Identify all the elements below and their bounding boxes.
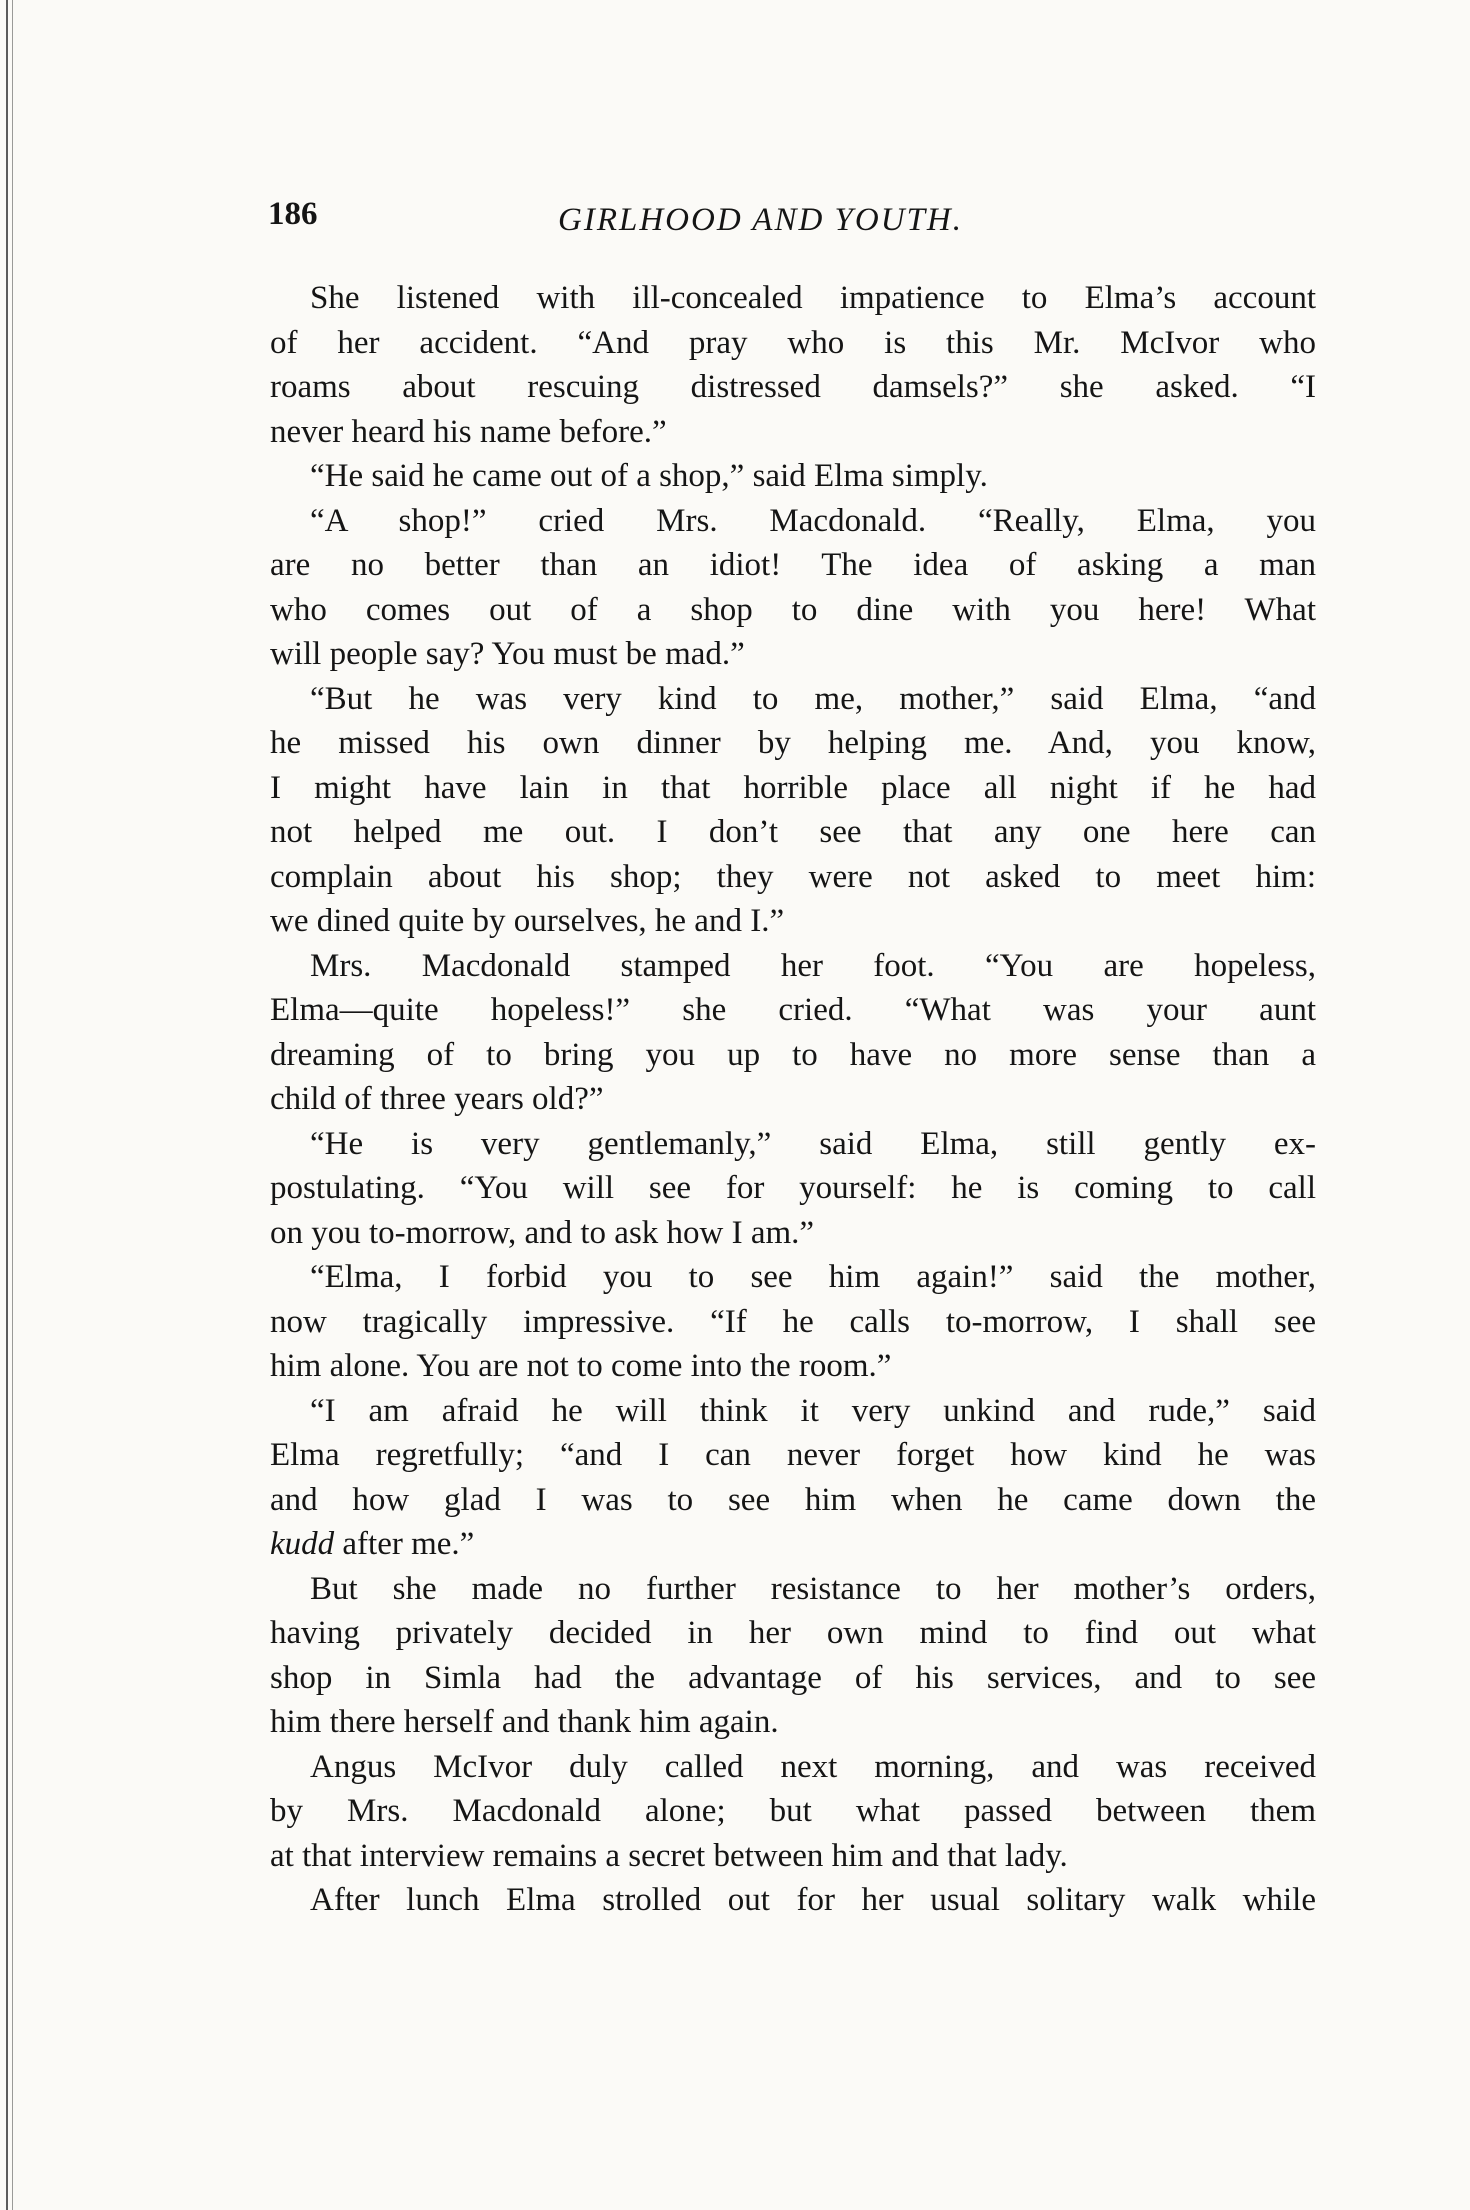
text-line: postulating. “You will see for yourself: he is coming to call <box>270 1170 1316 1206</box>
text-line: him alone. You are not to come into the room.” <box>270 1348 892 1384</box>
text-line: never heard his name before.” <box>270 413 667 450</box>
text-line: roams about rescuing distressed damsels?” she asked. “I <box>270 369 1316 405</box>
text-line: he missed his own dinner by helping me. And, you know, <box>270 725 1316 761</box>
text-line: “Elma, I forbid you to see him again!” said the mother, <box>310 1259 1316 1295</box>
text-line: Elma—quite hopeless!” she cried. “What was your aunt <box>270 992 1316 1028</box>
page-body-text <box>270 276 1316 1923</box>
text-line: Angus McIvor duly called next morning, and was received <box>310 1748 1316 1785</box>
text-line: and how glad I was to see him when he came down the <box>270 1481 1316 1518</box>
text-line: not helped me out. I don’t see that any one here can <box>270 814 1316 850</box>
page-gutter-line-secondary <box>12 0 13 2210</box>
text-line: by Mrs. Macdonald alone; but what passed between them <box>270 1793 1316 1829</box>
text-line: shop in Simla had the advantage of his services, and to see <box>270 1659 1316 1696</box>
text-line: complain about his shop; they were not asked to meet him: <box>270 858 1316 895</box>
text-line: But she made no further resistance to her mother’s orders, <box>310 1570 1316 1607</box>
text-line: having privately decided in her own mind to find out what <box>270 1615 1316 1651</box>
text-line: “He is very gentlemanly,” said Elma, still gently ex- <box>310 1125 1316 1162</box>
text-line: Elma regretfully; “and I can never forget how kind he was <box>270 1437 1316 1473</box>
text-line: After lunch Elma strolled out for her usual solitary walk while <box>310 1882 1316 1918</box>
text-line: now tragically impressive. “If he calls to-morrow, I shall see <box>270 1303 1316 1340</box>
text-line: on you to-morrow, and to ask how I am.” <box>270 1214 815 1251</box>
page-gutter-line <box>6 0 8 2210</box>
text-line: “But he was very kind to me, mother,” said Elma, “and <box>310 680 1316 717</box>
text-line <box>270 1522 1316 1567</box>
text-line: dreaming of to bring you up to have no more sense than a <box>270 1036 1316 1073</box>
page-number: 186 <box>268 196 318 232</box>
text-line-rest: after me.” <box>342 1526 475 1562</box>
text-line: I might have lain in that horrible place all night if he had <box>270 769 1316 806</box>
text-line: She listened with ill-concealed impatience to Elma’s account <box>310 280 1316 316</box>
text-line: “I am afraid he will think it very unkind and rude,” said <box>310 1392 1316 1429</box>
text-line: we dined quite by ourselves, he and I.” <box>270 903 785 939</box>
text-line: him there herself and thank him again. <box>270 1704 779 1740</box>
text-line: will people say? You must be mad.” <box>270 636 745 672</box>
running-title: GIRLHOOD AND YOUTH. <box>558 202 964 238</box>
text-line: “He said he came out of a shop,” said Elma simply. <box>310 458 988 494</box>
italic-word: kudd <box>270 1526 335 1562</box>
text-line: who comes out of a shop to dine with you here! What <box>270 591 1316 628</box>
text-line: child of three years old?” <box>270 1081 604 1117</box>
text-line: “A shop!” cried Mrs. Macdonald. “Really, Elma, you <box>310 502 1316 539</box>
text-line: Mrs. Macdonald stamped her foot. “You are hopeless, <box>310 947 1316 984</box>
text-line: are no better than an idiot! The idea of asking a man <box>270 547 1316 583</box>
page-header <box>268 196 1316 246</box>
text-line: of her accident. “And pray who is this Mr. McIvor who <box>270 324 1316 361</box>
text-line: at that interview remains a secret between him and that lady. <box>270 1837 1068 1874</box>
